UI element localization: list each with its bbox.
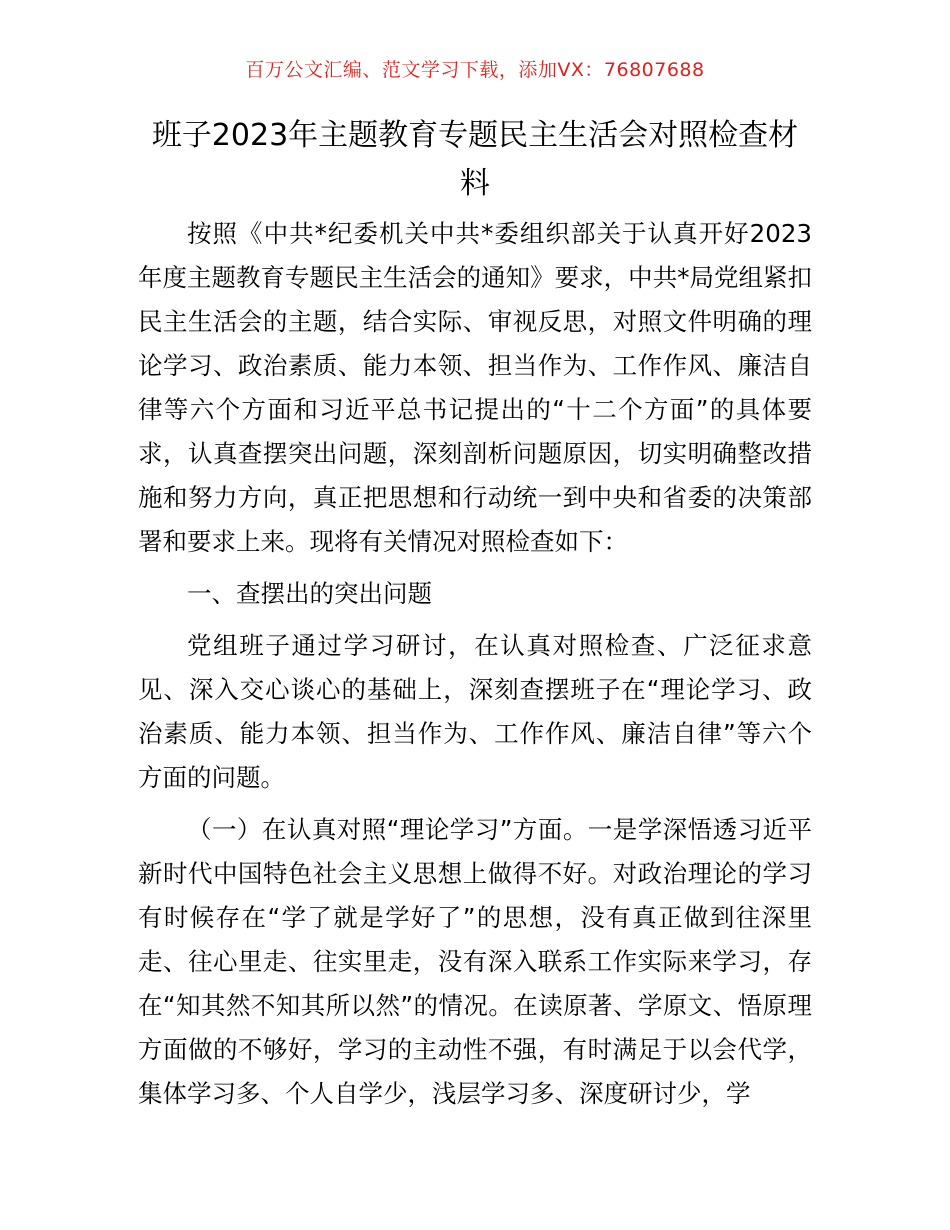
document-body [138, 212, 812, 1116]
section-heading: 一、查摆出的突出问题 [187, 579, 432, 608]
paragraph-overview: 党组班子通过学习研讨，在认真对照检查、广泛征求意见、深入交心谈心的基础上，深刻查摆班子在“理论学习、政治素质、能力本领、担当作为、工作作风、廉洁自律”等六个方面的问题。 [138, 631, 812, 792]
paragraph-intro: 按照《中共*纪委机关中共*委组织部关于认真开好2023年度主题教育专题民主生活会的通知》要求，中共*局党组紧扣民主生活会的主题，结合实际、审视反思，对照文件明确的理论学习、政治素质、能力本领、担当作为、工作作风、廉洁自律等六个方面和习近平总书记提出的“十二个方面”的具体要求，认真查摆突出问题，深刻剖析问题原因，切实明确整改措施和努力方向，真正把思想和行动统一到中央和省委的决策部署和要求上来。现将有关情况对照检查如下： [138, 219, 812, 556]
header-watermark-note: 百万公文汇编、范文学习下载，添加VX：76807688 [245, 59, 705, 81]
paragraph-theory-study: （一）在认真对照“理论学习”方面。一是学深悟透习近平新时代中国特色社会主义思想上做得不好。对政治理论的学习有时候存在“学了就是学好了”的思想，没有真正做到往深里走、往心里走、往实里走，没有深入联系工作实际来学习，存在“知其然不知其所以然”的情况。在读原著、学原文、悟原理方面做的不够好，学习的主动性不强，有时满足于以会代学，集体学习多、个人自学少，浅层学习多、深度研讨少，学 [138, 815, 812, 1108]
document-title: 班子2023年主题教育专题民主生活会对照检查材料 [151, 118, 799, 201]
